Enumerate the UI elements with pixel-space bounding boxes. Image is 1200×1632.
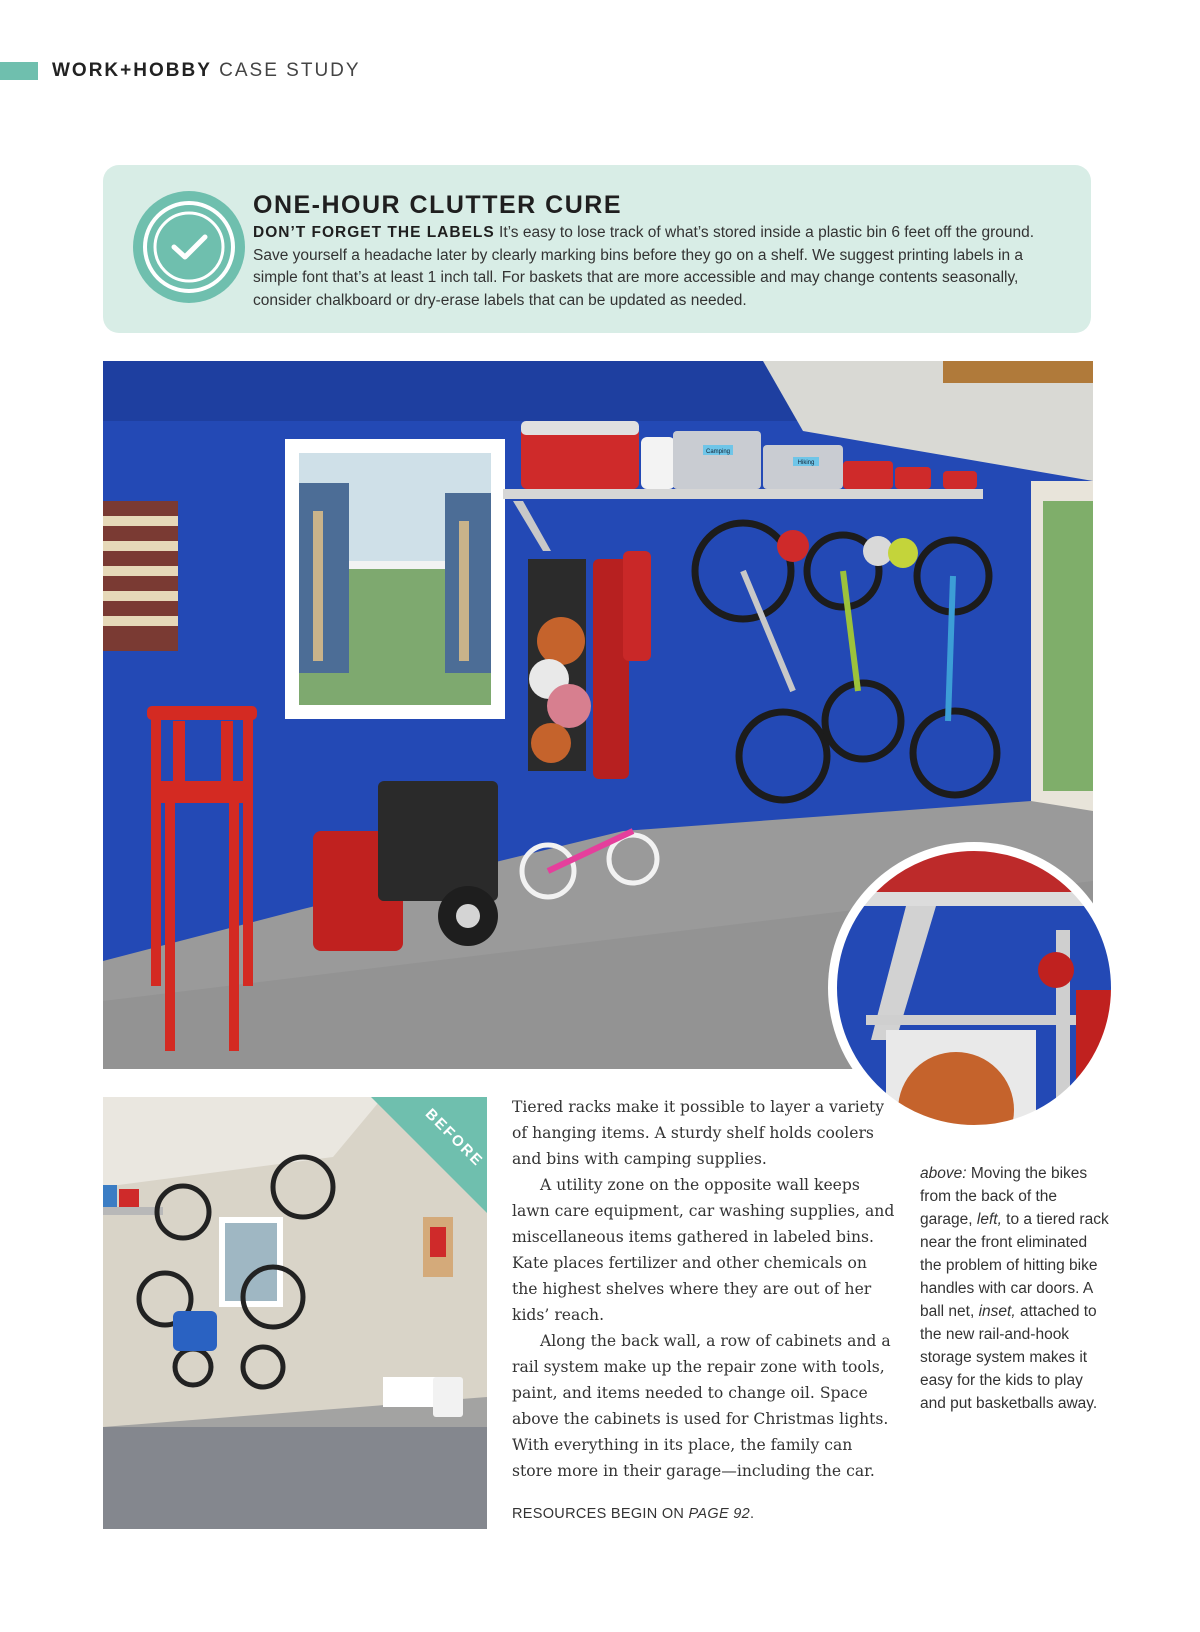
- section-header: [52, 60, 361, 82]
- resources-page-ref: PAGE 92: [688, 1506, 750, 1522]
- caption-text-1: Moving the bikes from the back of the garage,: [920, 1165, 1088, 1228]
- article-paragraph: A utility zone on the opposite wall keeps lawn care equipment, car washing supplies, and miscellaneous items gathered in labeled bins. Kate places fertilizer and other chemicals on the highest shelves where they are out of her kids’ reach.: [512, 1176, 895, 1324]
- garage-before-photo: [103, 1097, 487, 1529]
- before-badge-label: BEFORE: [421, 1105, 487, 1171]
- caption-inset: inset,: [978, 1303, 1016, 1320]
- header-accent-bar: [0, 62, 38, 80]
- tip-box: [103, 165, 1091, 333]
- caption-above: above:: [920, 1165, 967, 1182]
- tip-title: ONE-HOUR CLUTTER CURE: [253, 191, 622, 219]
- photo-caption: [920, 1162, 1110, 1415]
- wood-flag-decor: [103, 501, 178, 651]
- bin-label-hiking: Hiking: [797, 460, 815, 466]
- resources-suffix: .: [750, 1506, 755, 1522]
- ball-net-inset-photo: [826, 840, 1122, 1136]
- window: [285, 439, 505, 719]
- bin-label-camping: Camping: [705, 449, 731, 455]
- article-body: [512, 1094, 897, 1484]
- tip-text: It’s easy to lose track of what’s stored inside a plastic bin 6 feet off the ground. Save yourself a headache later by clearly marking bins before they go on a shelf. We suggest printing labels in a simple font that’s at least 1 inch tall. For baskets that are more accessible and may change contents seasonally, consider chalkboard or dry-erase labels that can be updated as needed.: [253, 224, 1035, 309]
- tip-body: [253, 222, 1058, 312]
- caption-left: left,: [976, 1211, 1002, 1228]
- ball-net: [528, 559, 591, 771]
- resources-prefix: RESOURCES BEGIN ON: [512, 1506, 689, 1522]
- article-paragraph: Along the back wall, a row of cabinets and a rail system make up the repair zone with tools, paint, and items needed to change oil. Space above the cabinets is used for Christmas lights. With everything in its place, the family can store more in their garage—including the car.: [512, 1332, 891, 1480]
- caption-text-2: to a tiered rack near the front eliminated the problem of hitting bike handles with car doors. A ball net,: [920, 1211, 1109, 1320]
- section-name: WORK+HOBBY: [52, 60, 212, 81]
- article-paragraph: Tiered racks make it possible to layer a variety of hanging items. A sturdy shelf holds coolers and bins with camping supplies.: [512, 1098, 885, 1168]
- section-subtitle: CASE STUDY: [219, 60, 361, 81]
- caption-text-3: attached to the new rail-and-hook storage system makes it easy for the kids to play and put basketballs away.: [920, 1303, 1098, 1412]
- tip-lead: DON’T FORGET THE LABELS: [253, 224, 495, 241]
- clock-check-icon: [129, 187, 249, 307]
- resources-note: [512, 1506, 754, 1522]
